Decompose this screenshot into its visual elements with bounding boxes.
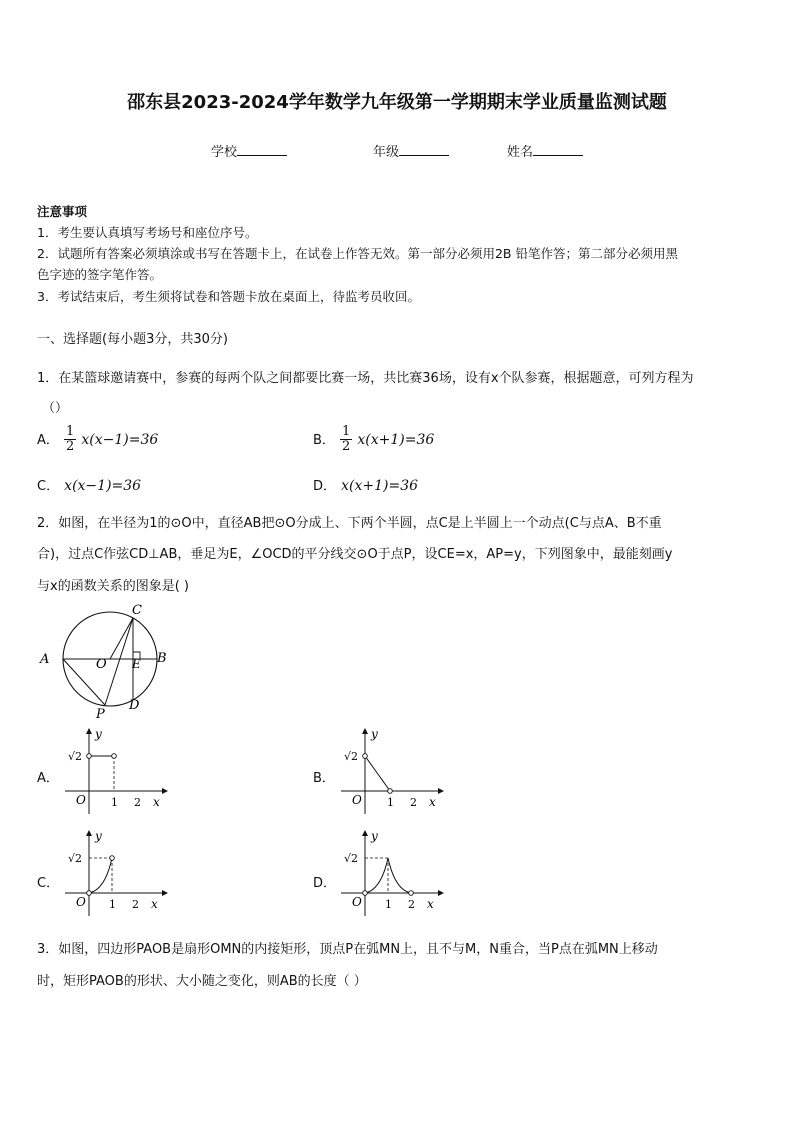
label-a: A (40, 652, 50, 667)
x-label: x (427, 897, 434, 911)
sqrt2-label: √2 (344, 852, 359, 865)
y-axis-arrow (86, 830, 92, 836)
y-label: y (95, 727, 102, 741)
grade-label: 年级 (373, 145, 400, 160)
origin-label: O (352, 793, 362, 807)
fraction-denominator: 2 (66, 439, 75, 454)
tick-1: 1 (111, 796, 118, 809)
tick-1: 1 (385, 898, 392, 911)
y-axis-arrow (86, 728, 92, 734)
y-axis-arrow (362, 830, 368, 836)
grade-field (373, 141, 449, 160)
graph-curve-rise (365, 858, 388, 893)
label-b: B (157, 651, 167, 666)
label-d: D (129, 698, 140, 713)
tick-2: 2 (408, 898, 415, 911)
label-e: E (132, 657, 141, 671)
circle-figure (35, 600, 175, 725)
question-1-option-b[interactable] (313, 425, 434, 454)
question-3-line-2: 时，矩形PAOB的形状、大小随之变化，则AB的长度（ ） (37, 974, 367, 989)
y-label: y (95, 829, 102, 843)
notes-heading: 注意事项 (37, 204, 88, 219)
question-1-option-a[interactable] (37, 425, 158, 454)
fraction-numerator: 1 (66, 424, 75, 439)
open-point (363, 891, 368, 896)
fraction-denominator: 2 (342, 439, 351, 454)
sqrt2-label: √2 (68, 750, 83, 763)
question-2-option-a[interactable]: A． (37, 771, 59, 786)
question-3-line-1: 3．如图，四边形PAOB是扇形OMN的内接矩形，顶点P在弧MN上，且不与M，N重合，当P点在弧MN上移动 (37, 942, 658, 957)
option-a-expression: x(x−1)=36 (81, 432, 159, 448)
x-axis-arrow (438, 788, 444, 794)
name-blank (533, 141, 583, 156)
tick-1: 1 (387, 796, 394, 809)
question-2-line-2: 合)，过点C作弦CD⊥AB，垂足为E，∠OCD的平分线交⊙O于点P，设CE=x，AP=y，下列图象中，最能刻画y (37, 547, 673, 562)
y-label: y (371, 829, 378, 843)
grade-blank (399, 141, 449, 156)
question-2-option-c[interactable]: C． (37, 876, 60, 891)
open-point (87, 891, 92, 896)
x-label: x (151, 897, 158, 911)
option-b-fraction (340, 425, 352, 454)
option-d-label: D． (313, 479, 337, 494)
open-point (388, 789, 393, 794)
x-axis-arrow (162, 890, 168, 896)
graph-option-c (60, 828, 170, 918)
x-label: x (429, 795, 436, 809)
tick-2: 2 (132, 898, 139, 911)
question-1-option-c[interactable] (37, 475, 141, 494)
open-point (87, 754, 92, 759)
open-point (363, 754, 368, 759)
tick-2: 2 (134, 796, 141, 809)
school-label: 学校 (211, 145, 238, 160)
name-label: 姓名 (507, 145, 534, 160)
x-axis-arrow (438, 890, 444, 896)
question-2-option-b[interactable]: B． (313, 771, 335, 786)
question-2-option-d[interactable]: D． (313, 876, 337, 891)
origin-label: O (76, 895, 86, 909)
option-a-label: A． (37, 433, 59, 448)
option-a-fraction (64, 425, 76, 454)
note-item-3: 3．考试结束后，考生须将试卷和答题卡放在桌面上，待监考员收回。 (37, 289, 420, 304)
graph-line (365, 756, 390, 791)
origin-label: O (352, 895, 362, 909)
question-1-line-1: 1．在某篮球邀请赛中，参赛的每两个队之间都要比赛一场，共比赛36场，设有x个队参赛，根据题意，可列方程为 (37, 371, 694, 386)
question-1-line-2: （） (42, 401, 69, 416)
label-o: O (96, 657, 107, 672)
graph-option-a (60, 726, 170, 816)
graph-curve-fall (388, 858, 411, 893)
label-c: C (132, 603, 142, 618)
school-blank (237, 141, 287, 156)
graph-curve (89, 858, 112, 893)
question-2-line-1: 2．如图，在半径为1的⊙O中，直径AB把⊙O分成上、下两个半圆，点C是上半圆上一个动点(C与点A、B不重 (37, 516, 662, 531)
graph-option-b (336, 726, 446, 816)
tick-1: 1 (109, 898, 116, 911)
sqrt2-label: √2 (68, 852, 83, 865)
note-item-2-line-1: 2．试题所有答案必须填涂或书写在答题卡上，在试卷上作答无效。第一部分必须用2B 铅笔作答；第二部分必须用黑 (37, 246, 678, 261)
option-d-expression: x(x+1)=36 (341, 478, 419, 494)
open-point (110, 856, 115, 861)
fraction-numerator: 1 (342, 424, 351, 439)
section-heading: 一、选择题(每小题3分，共30分) (37, 332, 228, 347)
open-point (409, 891, 414, 896)
label-p: P (96, 707, 105, 722)
option-b-expression: x(x+1)=36 (357, 432, 435, 448)
x-axis-arrow (162, 788, 168, 794)
segment-cp (105, 618, 133, 705)
tick-2: 2 (410, 796, 417, 809)
option-b-label: B． (313, 433, 335, 448)
page-title: 邵东县2023-2024学年数学九年级第一学期期末学业质量监测试题 (127, 92, 667, 113)
question-2-line-3: 与x的函数关系的图象是( ) (37, 579, 189, 594)
note-item-1: 1．考生要认真填写考场号和座位序号。 (37, 225, 258, 240)
note-item-2-line-2: 色字迹的签字笔作答。 (37, 267, 163, 282)
graph-option-d (336, 828, 446, 918)
sqrt2-label: √2 (344, 750, 359, 763)
option-c-expression: x(x−1)=36 (64, 478, 142, 494)
open-point (112, 754, 117, 759)
option-c-label: C． (37, 479, 60, 494)
origin-label: O (76, 793, 86, 807)
question-1-option-d[interactable] (313, 475, 418, 494)
school-field (211, 141, 287, 160)
name-field (507, 141, 583, 160)
x-label: x (153, 795, 160, 809)
y-label: y (371, 727, 378, 741)
y-axis-arrow (362, 728, 368, 734)
